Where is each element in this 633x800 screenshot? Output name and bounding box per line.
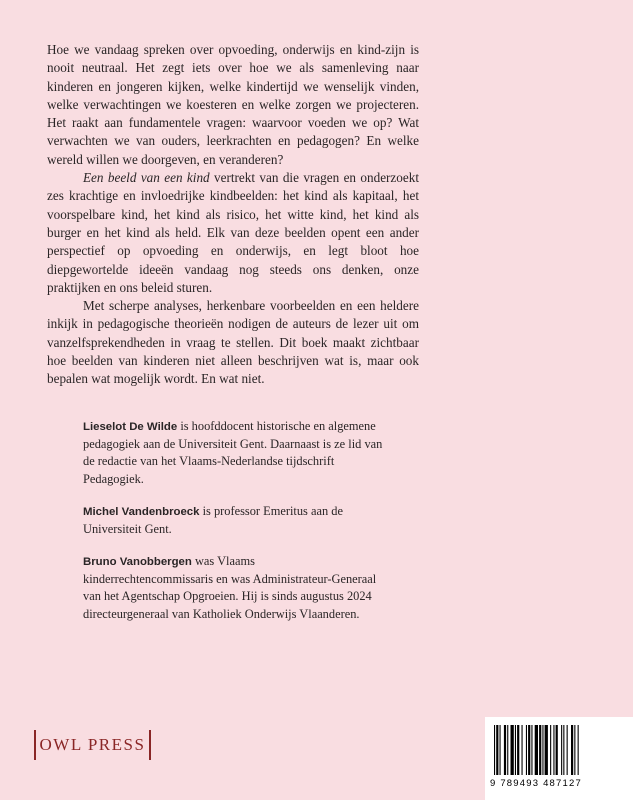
author-bio-text: was Vlaams kinderrechtencommissaris en was Administrateur-Generaal van het Agentschap Opgroeien. Hij is sinds augustus 2024 directeurgeneraal van Katholiek Onderwijs Vlaanderen. bbox=[83, 554, 377, 621]
barcode-bar bbox=[561, 725, 562, 775]
author-bio bbox=[83, 553, 383, 623]
blurb-paragraph-2 bbox=[47, 169, 419, 297]
barcode-bar bbox=[496, 725, 498, 775]
barcode-bar bbox=[574, 725, 575, 775]
author-bio bbox=[83, 503, 383, 538]
barcode-bar bbox=[504, 725, 506, 775]
author-bio-text: is hoofddocent historische en algemene pedagogiek aan de Universiteit Gent. Daarnaast is ze lid van de redactie van het Vlaams-Nederlandse tijdschrift Pedagogiek. bbox=[83, 419, 383, 486]
barcode-bar bbox=[515, 725, 516, 775]
barcode-bar bbox=[507, 725, 508, 775]
barcode bbox=[485, 717, 633, 800]
barcode-bar bbox=[500, 725, 501, 775]
author-name: Bruno Vanobbergen bbox=[83, 556, 192, 568]
barcode-bars bbox=[492, 725, 626, 779]
author-bios bbox=[83, 418, 383, 638]
publisher-logo bbox=[34, 730, 151, 760]
author-bio-text: is professor Emeritus aan de Universiteit Gent. bbox=[83, 504, 343, 536]
barcode-bar bbox=[571, 725, 573, 775]
book-title-italic: Een beeld van een kind bbox=[83, 170, 210, 186]
barcode-bar bbox=[556, 725, 558, 775]
barcode-bar bbox=[545, 725, 548, 775]
barcode-bar bbox=[567, 725, 568, 775]
author-bio bbox=[83, 418, 383, 488]
isbn-number: 9 789493 487127 bbox=[490, 778, 582, 789]
blurb-text bbox=[47, 41, 419, 389]
blurb-paragraph-3: Met scherpe analyses, herkenbare voorbeelden en een heldere inkijk in pedagogische theorieën nodigen de auteurs de lezer uit om vanzelfsprekendheden in vraag te stellen. Dit boek maakt zichtbaar hoe beelden van kinderen niet alleen beschrijven wat is, maar ook bepalen wat mogelijk wordt. En wat niet. bbox=[47, 298, 419, 387]
publisher-name: OWL PRESS bbox=[39, 735, 146, 754]
barcode-bar bbox=[494, 725, 495, 775]
barcode-bar bbox=[563, 725, 564, 775]
barcode-bar bbox=[511, 725, 514, 775]
barcode-bar bbox=[522, 725, 523, 775]
barcode-bar bbox=[539, 725, 541, 775]
barcode-bar bbox=[542, 725, 543, 775]
barcode-bar bbox=[535, 725, 538, 775]
author-name: Michel Vandenbroeck bbox=[83, 506, 200, 518]
barcode-bar bbox=[531, 725, 532, 775]
barcode-bar bbox=[553, 725, 554, 775]
logo-bar-right bbox=[149, 730, 151, 760]
barcode-bar bbox=[578, 725, 579, 775]
author-name: Lieselot De Wilde bbox=[83, 421, 178, 433]
barcode-bar bbox=[517, 725, 519, 775]
blurb-paragraph-2-text: vertrekt van die vragen en onderzoekt zes krachtige en invloedrijke kindbeelden: het kind als kapitaal, het voorspelbare kind, het kind als risico, het witte kind, het kind als burger en het kind als held. Elk van deze beelden opent een ander perspectief op opvoeding en onderwijs, en legt bloot hoe diepgewortelde ideeën vandaag nog steeds ons denken, onze praktijken en ons beleid sturen. bbox=[47, 170, 419, 295]
blurb-paragraph-1: Hoe we vandaag spreken over opvoeding, onderwijs en kind-zijn is nooit neutraal. Het zegt iets over hoe we als samenleving naar kinderen en jongeren kijken, welke kindertijd we wenselijk vinden, welke verwachtingen we koesteren en welke zorgen we projecteren. Het raakt aan fundamentele vragen: waarvoor voeden we op? Wat verwachten we van ouders, leerkrachten en pedagogen? En welke wereld willen we doorgeven, en veranderen? bbox=[47, 42, 419, 167]
barcode-bar bbox=[550, 725, 551, 775]
barcode-bar bbox=[528, 725, 530, 775]
barcode-bar bbox=[526, 725, 527, 775]
